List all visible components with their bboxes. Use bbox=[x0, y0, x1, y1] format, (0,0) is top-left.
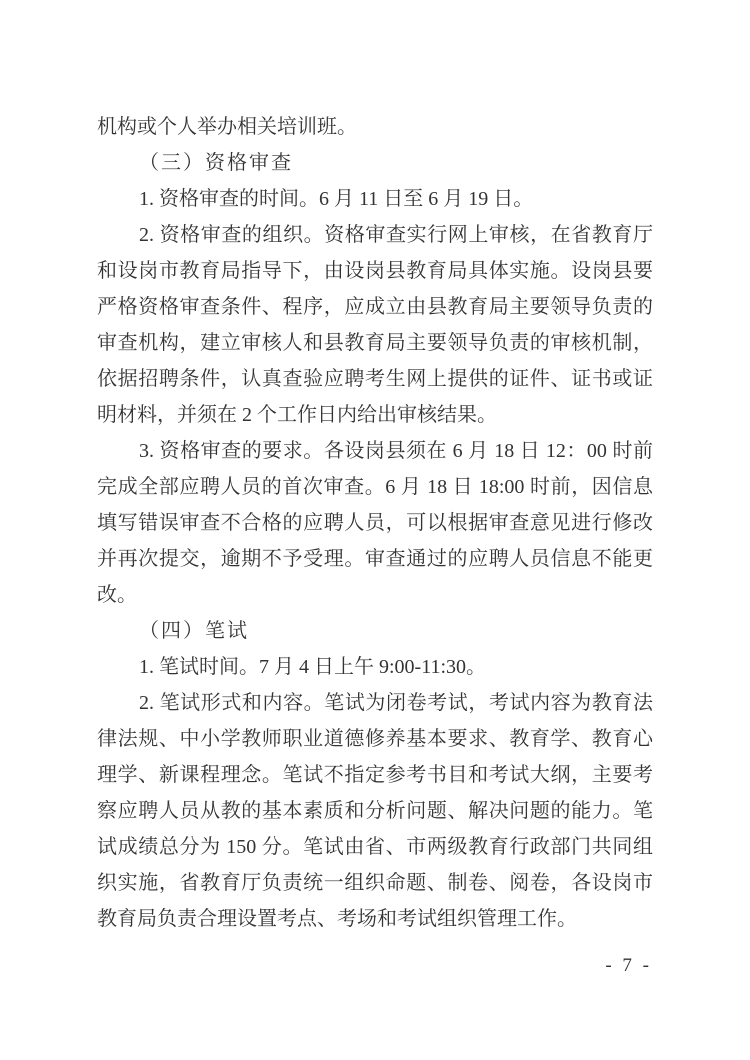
text-line: 改。 bbox=[97, 584, 137, 606]
text-line: 1. 笔试时间。7 月 4 日上午 9:00-11:30。 bbox=[139, 656, 487, 678]
text-line: 理学、新课程理念。笔试不指定参考书目和考试大纲，主要考 bbox=[97, 764, 653, 786]
text-line: 依据招聘条件，认真查验应聘考生网上提供的证件、证书或证 bbox=[97, 368, 653, 390]
text-line: 3. 资格审查的要求。各设岗县须在 6 月 18 日 12：00 时前 bbox=[139, 440, 653, 462]
document-body bbox=[97, 109, 653, 937]
text-line: 机构或个人举办相关培训班。 bbox=[97, 116, 357, 138]
text-line: 明材料，并须在 2 个工作日内给出审核结果。 bbox=[97, 404, 497, 426]
section-heading: （三）资格审查 bbox=[139, 152, 293, 174]
text-line: 1. 资格审查的时间。6 月 11 日至 6 月 19 日。 bbox=[139, 188, 534, 210]
text-line: 完成全部应聘人员的首次审查。6 月 18 日 18:00 时前，因信息 bbox=[97, 476, 653, 498]
text-line: 填写错误审查不合格的应聘人员，可以根据审查意见进行修改 bbox=[97, 512, 653, 534]
text-line: 织实施，省教育厅负责统一组织命题、制卷、阅卷，各设岗市 bbox=[97, 872, 653, 894]
text-line: 试成绩总分为 150 分。笔试由省、市两级教育行政部门共同组 bbox=[97, 836, 653, 858]
text-line: 教育局负责合理设置考点、考场和考试组织管理工作。 bbox=[97, 908, 577, 930]
text-line: 和设岗市教育局指导下，由设岗县教育局具体实施。设岗县要 bbox=[97, 260, 653, 282]
text-line: 2. 资格审查的组织。资格审查实行网上审核，在省教育厅 bbox=[139, 224, 653, 246]
text-line: 2. 笔试形式和内容。笔试为闭卷考试，考试内容为教育法 bbox=[139, 692, 653, 714]
text-line: 并再次提交，逾期不予受理。审查通过的应聘人员信息不能更 bbox=[97, 548, 653, 570]
section-heading: （四）笔试 bbox=[139, 620, 249, 642]
page-number: - 7 - bbox=[605, 955, 652, 976]
text-line: 察应聘人员从教的基本素质和分析问题、解决问题的能力。笔 bbox=[97, 800, 653, 822]
text-line: 严格资格审查条件、程序，应成立由县教育局主要领导负责的 bbox=[97, 296, 653, 318]
text-line: 律法规、中小学教师职业道德修养基本要求、教育学、教育心 bbox=[97, 728, 653, 750]
text-line: 审查机构，建立审核人和县教育局主要领导负责的审核机制， bbox=[97, 332, 653, 354]
